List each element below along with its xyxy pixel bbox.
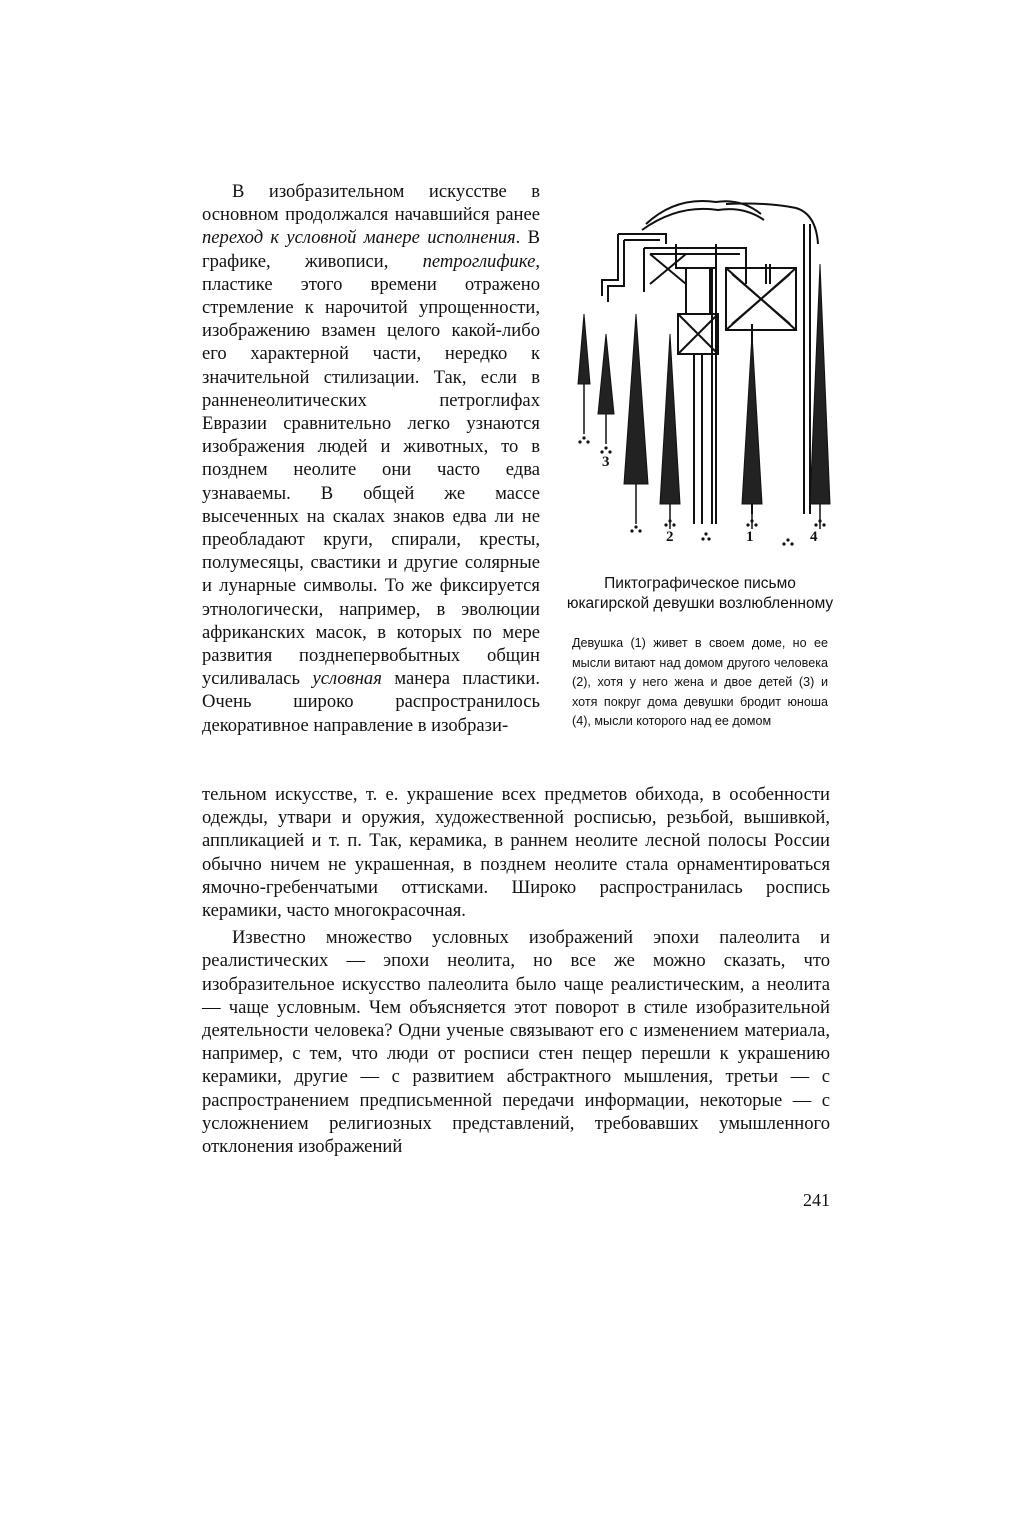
- paragraph-1-continuation: тельном искусстве, т. е. украшение всех предметов обихода, в особенности одежды, утвари и оружия, художественной росписью, резьбой, вышивкой, аппликацией и т. п. Так, керамика, в раннем неолите лесной полосы России обычно ничем не украшенная, в позднем неолите стала орнаментироваться ямочно-гребенчатыми оттисками. Широко распространилась роспись керамики, часто многокрасочная.: [202, 784, 830, 922]
- text-run: , пластике этого времени отражено стремление к нарочитой упрощенности, изображению взамен целого какой-либо его характерной части, нередко к значительной стилизации. Так, если в ранненеолитических петроглифах Евразии сравнительно легко узнаются изображения людей и животных, то в позднем неолите они часто едва узнаваемы. В общей же массе высеченных на скалах знаков едва ли не преобладают круги, спирали, кресты, полумесяцы, свастики и другие солярные и лунарные символы. То же фиксируется этнологически, например, в эволюции африканских масок, в которых по мере развития позднепервобытных общин усиливалась: [202, 250, 540, 690]
- figure-caption-title: Пиктографическое письмо юкагирской девушки возлюбленному: [566, 575, 834, 612]
- label-3: 3: [602, 454, 610, 470]
- text-run: манера пластики. Очень широко распространилось декоративное направление в изобрази-: [202, 668, 541, 736]
- paragraph-1: [202, 180, 540, 737]
- text-run: В изобразительном искусстве в основном продолжался начавшийся ранее: [202, 181, 540, 226]
- full-width-text: [202, 783, 830, 1158]
- paragraph-2: Известно множество условных изображений эпохи палеолита и реалистических — эпохи неолита, но все же можно сказать, что изобразительное искусство палеолита было чаще реалистическим, а неолита — чаще условным. Чем объясняется этот поворот в стиле изобразительной деятельности человека? Одни ученые связывают его с изменением материала, например, с тем, что люди от росписи стен пещер перешли к украшению керамики, другие — с развитием абстрактного мышления, третьи — с распространением предписьменной передачи информации, некоторые — с усложнением религиозных представлений, требовавших умышленного отклонения изображений: [202, 927, 830, 1158]
- pictograph-drawing: [566, 184, 834, 554]
- pictographic-letter-figure: [566, 184, 834, 554]
- text-run: . В графике, живописи,: [202, 227, 540, 272]
- italic-term: петроглифике: [422, 250, 536, 272]
- figure-caption-body: Девушка (1) живет в своем доме, но ее мысли витают над домом другого человека (2), хотя у него жена и двое детей (3) и хотя покруг дома девушки бродит юноша (4), мысли которого над ее домом: [572, 636, 828, 729]
- label-1: 1: [746, 529, 754, 545]
- italic-term: переход к условной манере исполнения: [202, 227, 516, 249]
- label-4: 4: [810, 529, 818, 545]
- label-2: 2: [666, 529, 674, 545]
- page-number: 241: [803, 1190, 830, 1210]
- italic-term: условная: [312, 668, 382, 690]
- column-text: [202, 180, 540, 737]
